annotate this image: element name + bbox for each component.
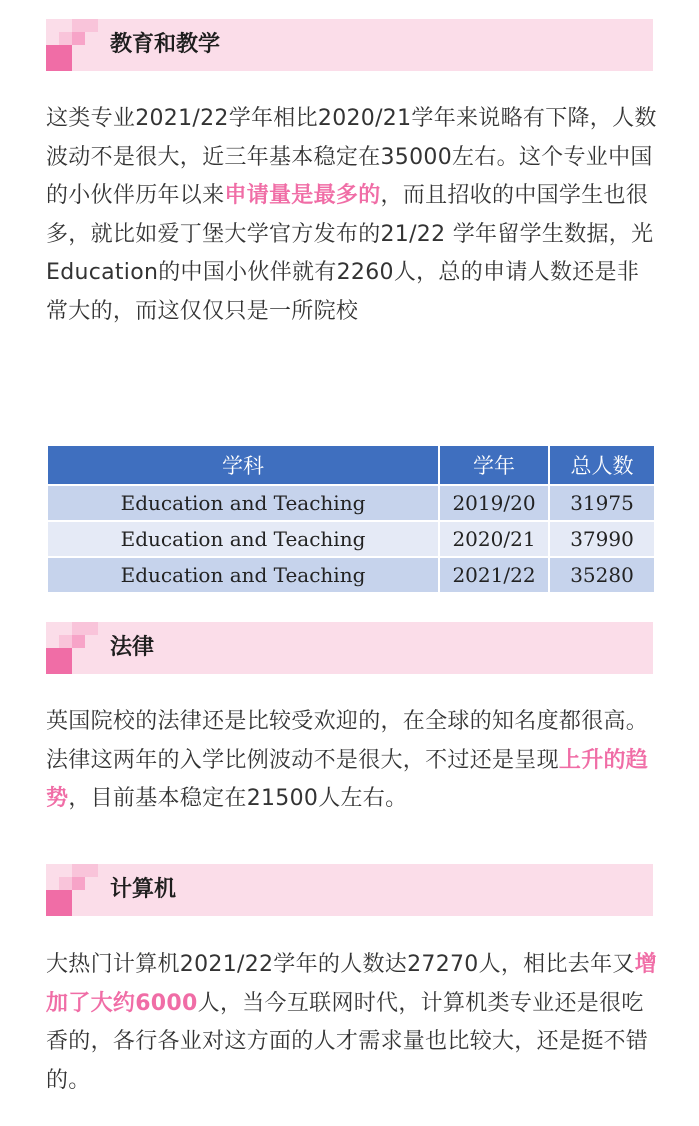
- section-header-computing: [46, 864, 653, 916]
- paragraph-text: 人，当今互联网时代，计算机类专业还是很吃香的，各行各业对这方面的人才需求量也比较大，还是挺不错的。: [46, 990, 649, 1093]
- section-header-education: [46, 19, 653, 71]
- table-row: [47, 521, 655, 557]
- decorative-squares-icon: [46, 864, 106, 916]
- cell-subject: Education and Teaching: [47, 557, 439, 593]
- decorative-squares-icon: [46, 19, 106, 71]
- section-title: 法律: [110, 635, 155, 660]
- cell-year: 2020/21: [439, 521, 549, 557]
- paragraph-text: 这类专业2021/22学年相比2020/21学年来说略有下降，人数波动不是很大，近三年基本稳定在35000左右。这个专业中国的小伙伴历年以来: [46, 106, 657, 208]
- column-header-year: 学年: [439, 445, 549, 485]
- highlight-text: 上升的趋势: [46, 747, 649, 811]
- enrollment-table: [46, 444, 656, 594]
- section-title: 计算机: [110, 877, 177, 902]
- decorative-squares-icon: [46, 622, 106, 674]
- highlight-text: 增加了大约6000: [46, 952, 657, 1016]
- paragraph-text: 英国院校的法律还是比较受欢迎的，在全球的知名度都很高。法律这两年的入学比例波动不是很大，不过还是呈现: [46, 709, 649, 773]
- table-row: [47, 557, 655, 593]
- cell-subject: Education and Teaching: [47, 485, 439, 521]
- paragraph-text: ，而且招收的中国学生也很多，就比如爱丁堡大学官方发布的21/22 学年留学生数据，光Education的中国小伙伴就有2260人，总的申请人数还是非常大的，而这仅仅只是一所院校: [46, 183, 654, 324]
- paragraph-text: ，目前基本稳定在21500人左右。: [68, 786, 408, 811]
- paragraph-computing: [46, 946, 658, 1100]
- table-row: [47, 485, 655, 521]
- column-header-subject: 学科: [47, 445, 439, 485]
- highlight-text: 申请量是最多的: [224, 183, 381, 208]
- section-title: 教育和教学: [110, 32, 221, 57]
- cell-year: 2019/20: [439, 485, 549, 521]
- cell-total: 37990: [549, 521, 655, 557]
- cell-year: 2021/22: [439, 557, 549, 593]
- cell-total: 35280: [549, 557, 655, 593]
- paragraph-law: [46, 703, 658, 819]
- paragraph-education: [46, 100, 658, 331]
- table-header-row: [47, 445, 655, 485]
- cell-total: 31975: [549, 485, 655, 521]
- section-header-law: [46, 622, 653, 674]
- paragraph-text: 大热门计算机2021/22学年的人数达27270人，相比去年又: [46, 952, 635, 977]
- cell-subject: Education and Teaching: [47, 521, 439, 557]
- column-header-total: 总人数: [549, 445, 655, 485]
